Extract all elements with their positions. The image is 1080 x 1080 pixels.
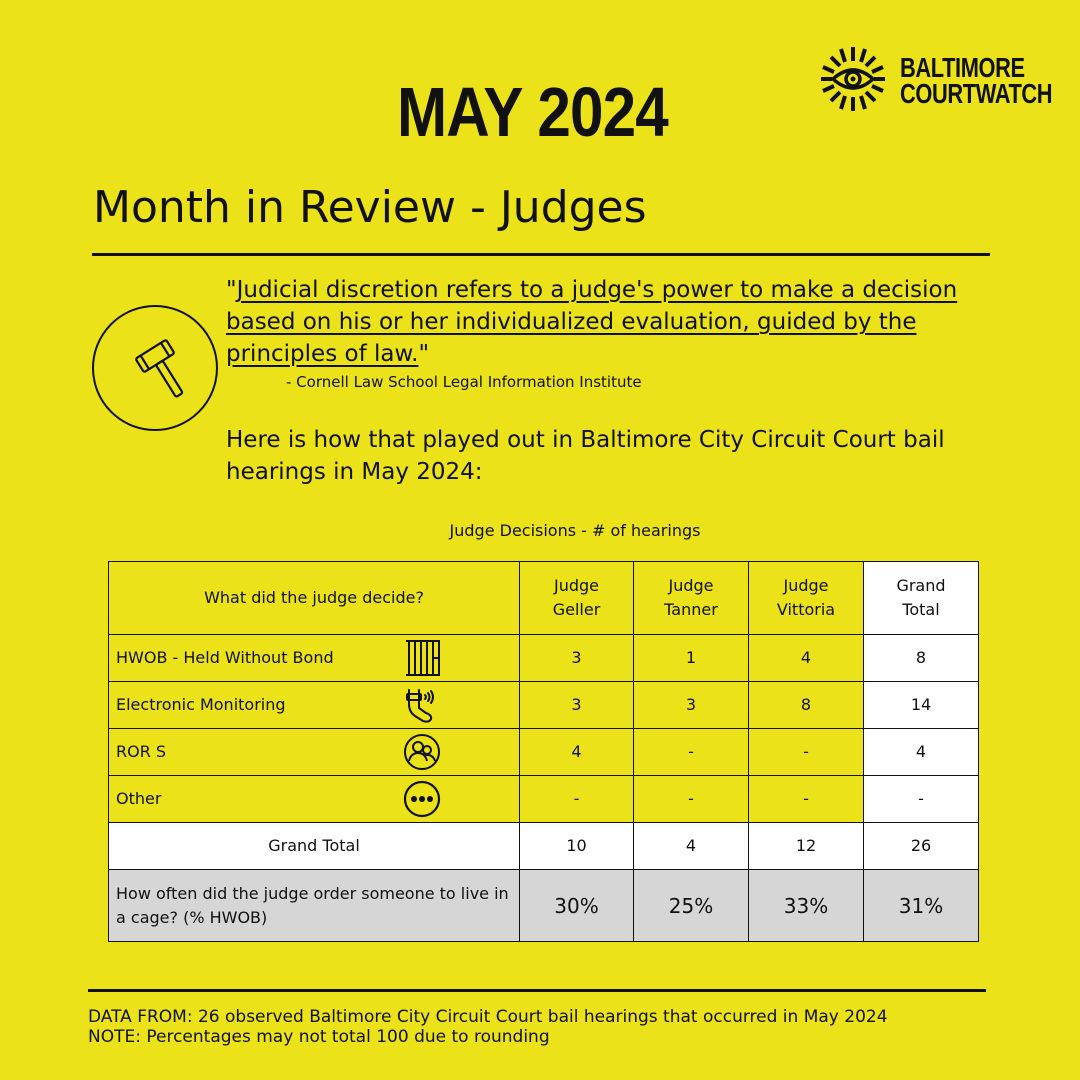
- cell-geller: 3: [520, 682, 634, 729]
- header-grand-total: Grand Total: [864, 562, 979, 635]
- row-label: Grand Total: [109, 823, 520, 870]
- people-icon: [403, 733, 441, 771]
- cell-vittoria: 4: [749, 635, 864, 682]
- cell-geller: -: [520, 776, 634, 823]
- row-label: How often did the judge order someone to live in a cage? (% HWOB): [109, 870, 520, 942]
- table-header-row: [109, 562, 979, 635]
- cell-vittoria: -: [749, 729, 864, 776]
- quote-open-mark: ": [226, 277, 237, 303]
- cell-total: 26: [864, 823, 979, 870]
- header-judge-vittoria: Judge Vittoria: [749, 562, 864, 635]
- ankle-monitor-icon: [403, 686, 441, 724]
- cell-geller: 10: [520, 823, 634, 870]
- judge-decisions-table: [108, 561, 979, 942]
- header-divider: [92, 253, 990, 256]
- cell-geller: 3: [520, 635, 634, 682]
- header-judge-geller: Judge Geller: [520, 562, 634, 635]
- table-row-ror: [109, 729, 979, 776]
- header-judge-tanner: Judge Tanner: [634, 562, 749, 635]
- more-dots-icon: [403, 780, 441, 818]
- table-row-electronic-monitoring: [109, 682, 979, 729]
- intro-text: Here is how that played out in Baltimore City Circuit Court bail hearings in May 2024:: [226, 427, 945, 485]
- cell-geller: 4: [520, 729, 634, 776]
- cell-total: 14: [864, 682, 979, 729]
- eye-sun-icon: [818, 44, 888, 114]
- gavel-badge: [92, 305, 218, 431]
- cell-geller: 30%: [520, 870, 634, 942]
- cell-total: 8: [864, 635, 979, 682]
- cell-total: 31%: [864, 870, 979, 942]
- table-row-other: [109, 776, 979, 823]
- cell-total: -: [864, 776, 979, 823]
- logo-text-baltimore: BALTIMORE: [900, 52, 1025, 83]
- table-row-grand-total: [109, 823, 979, 870]
- footer-data-source: DATA FROM: 26 observed Baltimore City Circuit Court bail hearings that occurred in May 2024: [88, 1007, 888, 1027]
- footer-rounding-note: NOTE: Percentages may not total 100 due to rounding: [88, 1027, 550, 1047]
- logo-text-courtwatch: COURTWATCH: [900, 78, 1053, 109]
- table-caption: Judge Decisions - # of hearings: [449, 521, 701, 540]
- cell-vittoria: 8: [749, 682, 864, 729]
- row-label: HWOB - Held Without Bond: [109, 635, 520, 682]
- judicial-discretion-quote: [226, 274, 1006, 370]
- row-label: ROR S: [109, 729, 520, 776]
- footer-divider: [88, 989, 986, 992]
- table-row-hwob-percent: [109, 870, 979, 942]
- row-label: Electronic Monitoring: [109, 682, 520, 729]
- page-title: MAY 2024: [396, 73, 668, 151]
- header-question: What did the judge decide?: [109, 562, 520, 635]
- table-row-hwob: [109, 635, 979, 682]
- jail-bars-icon: [405, 639, 441, 677]
- baltimore-courtwatch-logo: [818, 44, 1053, 114]
- row-label: Other: [109, 776, 520, 823]
- cell-vittoria: 33%: [749, 870, 864, 942]
- quote-text: Judicial discretion refers to a judge's power to make a decision based on his or her individualized evaluation, guided by the principles of law.: [226, 277, 958, 367]
- cell-vittoria: -: [749, 776, 864, 823]
- cell-tanner: 4: [634, 823, 749, 870]
- gavel-icon: [121, 334, 191, 404]
- page-subtitle: Month in Review - Judges: [93, 182, 647, 233]
- cell-tanner: -: [634, 776, 749, 823]
- cell-vittoria: 12: [749, 823, 864, 870]
- footer-notes: [88, 1007, 888, 1047]
- cell-tanner: 25%: [634, 870, 749, 942]
- cell-tanner: 1: [634, 635, 749, 682]
- cell-tanner: 3: [634, 682, 749, 729]
- quote-close-mark: ": [418, 341, 430, 367]
- cell-tanner: -: [634, 729, 749, 776]
- cell-total: 4: [864, 729, 979, 776]
- quote-attribution: - Cornell Law School Legal Information Institute: [286, 373, 642, 391]
